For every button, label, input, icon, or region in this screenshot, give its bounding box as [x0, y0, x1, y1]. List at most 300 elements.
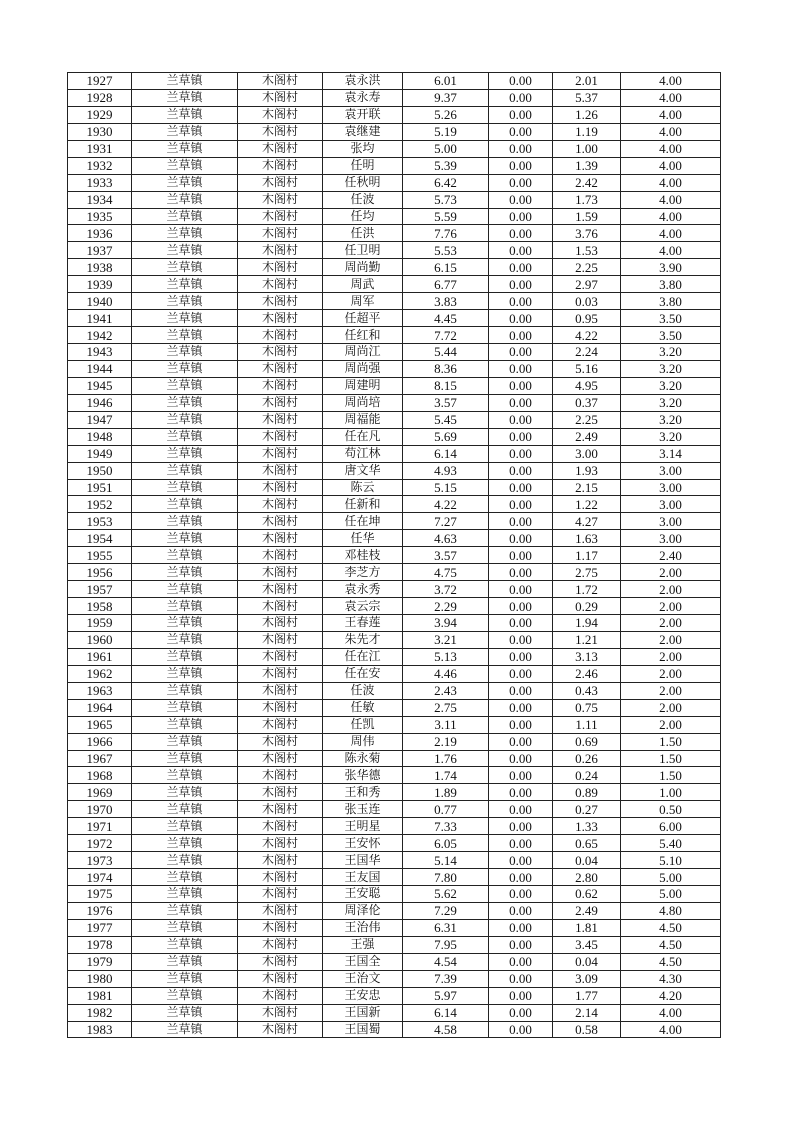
value-3-cell: 4.27: [553, 513, 621, 530]
village-cell: 木阁村: [238, 327, 323, 344]
value-1-cell: 5.19: [403, 123, 489, 140]
table-row: [68, 564, 721, 581]
person-name-cell: 任均: [323, 208, 403, 225]
value-1-cell: 7.33: [403, 818, 489, 835]
row-id-cell: 1933: [68, 174, 132, 191]
value-4-cell: 2.00: [621, 615, 721, 632]
town-cell: 兰草镇: [132, 360, 238, 377]
value-2-cell: 0.00: [489, 919, 553, 936]
value-2-cell: 0.00: [489, 547, 553, 564]
value-2-cell: 0.00: [489, 89, 553, 106]
table-row: [68, 174, 721, 191]
value-2-cell: 0.00: [489, 716, 553, 733]
value-4-cell: 4.80: [621, 902, 721, 919]
value-2-cell: 0.00: [489, 1021, 553, 1038]
table-body: [68, 73, 721, 1038]
town-cell: 兰草镇: [132, 886, 238, 903]
value-3-cell: 3.45: [553, 936, 621, 953]
row-id-cell: 1958: [68, 598, 132, 615]
town-cell: 兰草镇: [132, 174, 238, 191]
row-id-cell: 1977: [68, 919, 132, 936]
value-1-cell: 4.46: [403, 665, 489, 682]
value-4-cell: 3.00: [621, 496, 721, 513]
row-id-cell: 1961: [68, 648, 132, 665]
town-cell: 兰草镇: [132, 123, 238, 140]
value-1-cell: 6.77: [403, 276, 489, 293]
town-cell: 兰草镇: [132, 699, 238, 716]
row-id-cell: 1971: [68, 818, 132, 835]
value-4-cell: 5.40: [621, 835, 721, 852]
row-id-cell: 1975: [68, 886, 132, 903]
value-1-cell: 6.14: [403, 1004, 489, 1021]
table-row: [68, 784, 721, 801]
value-4-cell: 2.00: [621, 598, 721, 615]
value-4-cell: 4.00: [621, 225, 721, 242]
person-name-cell: 陈云: [323, 479, 403, 496]
data-table: [67, 72, 721, 1038]
value-1-cell: 5.26: [403, 106, 489, 123]
row-id-cell: 1948: [68, 428, 132, 445]
value-1-cell: 3.83: [403, 293, 489, 310]
village-cell: 木阁村: [238, 665, 323, 682]
value-1-cell: 7.95: [403, 936, 489, 953]
table-row: [68, 767, 721, 784]
person-name-cell: 周福能: [323, 411, 403, 428]
village-cell: 木阁村: [238, 801, 323, 818]
value-3-cell: 0.58: [553, 1021, 621, 1038]
table-row: [68, 716, 721, 733]
value-2-cell: 0.00: [489, 936, 553, 953]
value-2-cell: 0.00: [489, 259, 553, 276]
value-4-cell: 3.14: [621, 445, 721, 462]
value-2-cell: 0.00: [489, 462, 553, 479]
table-row: [68, 106, 721, 123]
village-cell: 木阁村: [238, 631, 323, 648]
value-1-cell: 7.27: [403, 513, 489, 530]
value-4-cell: 2.00: [621, 564, 721, 581]
value-2-cell: 0.00: [489, 73, 553, 90]
table-row: [68, 89, 721, 106]
value-2-cell: 0.00: [489, 327, 553, 344]
value-2-cell: 0.00: [489, 174, 553, 191]
village-cell: 木阁村: [238, 784, 323, 801]
value-2-cell: 0.00: [489, 970, 553, 987]
value-1-cell: 4.58: [403, 1021, 489, 1038]
row-id-cell: 1979: [68, 953, 132, 970]
row-id-cell: 1974: [68, 869, 132, 886]
table-row: [68, 225, 721, 242]
town-cell: 兰草镇: [132, 462, 238, 479]
person-name-cell: 王国华: [323, 852, 403, 869]
town-cell: 兰草镇: [132, 293, 238, 310]
value-2-cell: 0.00: [489, 581, 553, 598]
value-4-cell: 4.00: [621, 106, 721, 123]
value-3-cell: 3.00: [553, 445, 621, 462]
value-4-cell: 3.50: [621, 310, 721, 327]
table-row: [68, 462, 721, 479]
person-name-cell: 王国新: [323, 1004, 403, 1021]
town-cell: 兰草镇: [132, 682, 238, 699]
value-3-cell: 1.33: [553, 818, 621, 835]
value-4-cell: 4.00: [621, 191, 721, 208]
value-4-cell: 3.00: [621, 462, 721, 479]
town-cell: 兰草镇: [132, 411, 238, 428]
village-cell: 木阁村: [238, 225, 323, 242]
person-name-cell: 袁永秀: [323, 581, 403, 598]
town-cell: 兰草镇: [132, 869, 238, 886]
row-id-cell: 1930: [68, 123, 132, 140]
value-2-cell: 0.00: [489, 377, 553, 394]
table-row: [68, 936, 721, 953]
table-row: [68, 547, 721, 564]
table-row: [68, 919, 721, 936]
value-3-cell: 1.19: [553, 123, 621, 140]
value-1-cell: 4.63: [403, 530, 489, 547]
person-name-cell: 任明: [323, 157, 403, 174]
person-name-cell: 陈永菊: [323, 750, 403, 767]
value-1-cell: 5.13: [403, 648, 489, 665]
value-1-cell: 7.72: [403, 327, 489, 344]
value-4-cell: 4.00: [621, 89, 721, 106]
value-3-cell: 1.81: [553, 919, 621, 936]
person-name-cell: 袁云宗: [323, 598, 403, 615]
row-id-cell: 1955: [68, 547, 132, 564]
village-cell: 木阁村: [238, 89, 323, 106]
person-name-cell: 苟江林: [323, 445, 403, 462]
village-cell: 木阁村: [238, 835, 323, 852]
village-cell: 木阁村: [238, 716, 323, 733]
village-cell: 木阁村: [238, 581, 323, 598]
value-4-cell: 5.00: [621, 869, 721, 886]
row-id-cell: 1978: [68, 936, 132, 953]
village-cell: 木阁村: [238, 530, 323, 547]
value-1-cell: 6.14: [403, 445, 489, 462]
value-1-cell: 3.11: [403, 716, 489, 733]
row-id-cell: 1968: [68, 767, 132, 784]
village-cell: 木阁村: [238, 208, 323, 225]
village-cell: 木阁村: [238, 73, 323, 90]
value-4-cell: 3.00: [621, 479, 721, 496]
value-2-cell: 0.00: [489, 615, 553, 632]
value-4-cell: 4.50: [621, 919, 721, 936]
value-2-cell: 0.00: [489, 598, 553, 615]
value-2-cell: 0.00: [489, 818, 553, 835]
village-cell: 木阁村: [238, 1021, 323, 1038]
value-2-cell: 0.00: [489, 411, 553, 428]
value-3-cell: 0.43: [553, 682, 621, 699]
village-cell: 木阁村: [238, 902, 323, 919]
value-2-cell: 0.00: [489, 733, 553, 750]
table-row: [68, 327, 721, 344]
row-id-cell: 1970: [68, 801, 132, 818]
value-4-cell: 2.40: [621, 547, 721, 564]
row-id-cell: 1946: [68, 394, 132, 411]
value-1-cell: 5.45: [403, 411, 489, 428]
value-2-cell: 0.00: [489, 699, 553, 716]
value-4-cell: 2.00: [621, 699, 721, 716]
value-4-cell: 3.00: [621, 530, 721, 547]
value-1-cell: 8.36: [403, 360, 489, 377]
value-2-cell: 0.00: [489, 902, 553, 919]
value-3-cell: 0.65: [553, 835, 621, 852]
person-name-cell: 周建明: [323, 377, 403, 394]
value-3-cell: 0.03: [553, 293, 621, 310]
value-2-cell: 0.00: [489, 784, 553, 801]
person-name-cell: 周尚培: [323, 394, 403, 411]
value-4-cell: 5.10: [621, 852, 721, 869]
table-row: [68, 242, 721, 259]
village-cell: 木阁村: [238, 886, 323, 903]
value-4-cell: 2.00: [621, 648, 721, 665]
value-3-cell: 1.17: [553, 547, 621, 564]
row-id-cell: 1962: [68, 665, 132, 682]
village-cell: 木阁村: [238, 970, 323, 987]
value-3-cell: 1.11: [553, 716, 621, 733]
village-cell: 木阁村: [238, 276, 323, 293]
row-id-cell: 1945: [68, 377, 132, 394]
town-cell: 兰草镇: [132, 547, 238, 564]
table-row: [68, 598, 721, 615]
value-3-cell: 3.13: [553, 648, 621, 665]
value-2-cell: 0.00: [489, 276, 553, 293]
town-cell: 兰草镇: [132, 191, 238, 208]
village-cell: 木阁村: [238, 428, 323, 445]
person-name-cell: 袁永洪: [323, 73, 403, 90]
value-3-cell: 1.22: [553, 496, 621, 513]
table-row: [68, 411, 721, 428]
person-name-cell: 王国全: [323, 953, 403, 970]
value-1-cell: 7.29: [403, 902, 489, 919]
value-3-cell: 0.37: [553, 394, 621, 411]
village-cell: 木阁村: [238, 598, 323, 615]
person-name-cell: 王安怀: [323, 835, 403, 852]
person-name-cell: 周军: [323, 293, 403, 310]
value-1-cell: 1.74: [403, 767, 489, 784]
row-id-cell: 1951: [68, 479, 132, 496]
value-2-cell: 0.00: [489, 225, 553, 242]
table-row: [68, 310, 721, 327]
table-row: [68, 699, 721, 716]
value-2-cell: 0.00: [489, 665, 553, 682]
table-row: [68, 360, 721, 377]
value-2-cell: 0.00: [489, 496, 553, 513]
town-cell: 兰草镇: [132, 479, 238, 496]
value-1-cell: 4.93: [403, 462, 489, 479]
value-4-cell: 2.00: [621, 682, 721, 699]
value-4-cell: 4.00: [621, 157, 721, 174]
table-row: [68, 631, 721, 648]
person-name-cell: 王治伟: [323, 919, 403, 936]
value-4-cell: 4.00: [621, 174, 721, 191]
value-1-cell: 7.80: [403, 869, 489, 886]
value-3-cell: 1.26: [553, 106, 621, 123]
value-3-cell: 0.27: [553, 801, 621, 818]
town-cell: 兰草镇: [132, 89, 238, 106]
value-2-cell: 0.00: [489, 242, 553, 259]
person-name-cell: 李芝方: [323, 564, 403, 581]
town-cell: 兰草镇: [132, 327, 238, 344]
value-2-cell: 0.00: [489, 208, 553, 225]
value-4-cell: 4.00: [621, 1021, 721, 1038]
village-cell: 木阁村: [238, 513, 323, 530]
table-row: [68, 970, 721, 987]
table-row: [68, 615, 721, 632]
value-2-cell: 0.00: [489, 479, 553, 496]
table-row: [68, 682, 721, 699]
value-2-cell: 0.00: [489, 445, 553, 462]
village-cell: 木阁村: [238, 750, 323, 767]
value-1-cell: 6.05: [403, 835, 489, 852]
value-1-cell: 6.42: [403, 174, 489, 191]
village-cell: 木阁村: [238, 310, 323, 327]
village-cell: 木阁村: [238, 259, 323, 276]
value-3-cell: 1.00: [553, 140, 621, 157]
table-row: [68, 123, 721, 140]
person-name-cell: 王春莲: [323, 615, 403, 632]
table-row: [68, 581, 721, 598]
village-cell: 木阁村: [238, 293, 323, 310]
value-2-cell: 0.00: [489, 140, 553, 157]
town-cell: 兰草镇: [132, 835, 238, 852]
table-row: [68, 1021, 721, 1038]
person-name-cell: 周尚江: [323, 344, 403, 361]
town-cell: 兰草镇: [132, 581, 238, 598]
value-1-cell: 5.39: [403, 157, 489, 174]
value-2-cell: 0.00: [489, 344, 553, 361]
value-1-cell: 7.39: [403, 970, 489, 987]
table-row: [68, 852, 721, 869]
value-4-cell: 4.30: [621, 970, 721, 987]
value-3-cell: 0.62: [553, 886, 621, 903]
town-cell: 兰草镇: [132, 902, 238, 919]
value-4-cell: 1.50: [621, 733, 721, 750]
value-1-cell: 5.62: [403, 886, 489, 903]
person-name-cell: 周泽伦: [323, 902, 403, 919]
value-4-cell: 6.00: [621, 818, 721, 835]
person-name-cell: 王治文: [323, 970, 403, 987]
table-row: [68, 479, 721, 496]
value-3-cell: 1.21: [553, 631, 621, 648]
value-3-cell: 2.75: [553, 564, 621, 581]
town-cell: 兰草镇: [132, 530, 238, 547]
value-2-cell: 0.00: [489, 123, 553, 140]
table-row: [68, 869, 721, 886]
person-name-cell: 张华德: [323, 767, 403, 784]
person-name-cell: 张玉连: [323, 801, 403, 818]
value-3-cell: 2.42: [553, 174, 621, 191]
town-cell: 兰草镇: [132, 970, 238, 987]
town-cell: 兰草镇: [132, 818, 238, 835]
village-cell: 木阁村: [238, 919, 323, 936]
value-4-cell: 3.20: [621, 428, 721, 445]
value-3-cell: 1.94: [553, 615, 621, 632]
value-2-cell: 0.00: [489, 157, 553, 174]
value-2-cell: 0.00: [489, 530, 553, 547]
value-3-cell: 2.25: [553, 259, 621, 276]
table-row: [68, 886, 721, 903]
town-cell: 兰草镇: [132, 801, 238, 818]
value-2-cell: 0.00: [489, 631, 553, 648]
table-row: [68, 953, 721, 970]
value-1-cell: 4.45: [403, 310, 489, 327]
value-1-cell: 5.97: [403, 987, 489, 1004]
town-cell: 兰草镇: [132, 208, 238, 225]
row-id-cell: 1947: [68, 411, 132, 428]
value-3-cell: 2.24: [553, 344, 621, 361]
person-name-cell: 任秋明: [323, 174, 403, 191]
value-3-cell: 3.09: [553, 970, 621, 987]
row-id-cell: 1954: [68, 530, 132, 547]
value-4-cell: 3.20: [621, 377, 721, 394]
value-3-cell: 1.59: [553, 208, 621, 225]
town-cell: 兰草镇: [132, 631, 238, 648]
value-1-cell: 6.01: [403, 73, 489, 90]
value-3-cell: 0.04: [553, 953, 621, 970]
town-cell: 兰草镇: [132, 750, 238, 767]
village-cell: 木阁村: [238, 682, 323, 699]
person-name-cell: 王和秀: [323, 784, 403, 801]
value-4-cell: 4.00: [621, 1004, 721, 1021]
value-3-cell: 2.14: [553, 1004, 621, 1021]
village-cell: 木阁村: [238, 411, 323, 428]
value-4-cell: 4.00: [621, 123, 721, 140]
person-name-cell: 任华: [323, 530, 403, 547]
table-row: [68, 1004, 721, 1021]
person-name-cell: 任新和: [323, 496, 403, 513]
town-cell: 兰草镇: [132, 428, 238, 445]
table-row: [68, 513, 721, 530]
row-id-cell: 1939: [68, 276, 132, 293]
value-3-cell: 5.16: [553, 360, 621, 377]
row-id-cell: 1936: [68, 225, 132, 242]
person-name-cell: 袁继建: [323, 123, 403, 140]
value-1-cell: 2.75: [403, 699, 489, 716]
value-1-cell: 2.29: [403, 598, 489, 615]
value-1-cell: 5.53: [403, 242, 489, 259]
village-cell: 木阁村: [238, 123, 323, 140]
town-cell: 兰草镇: [132, 225, 238, 242]
table-row: [68, 818, 721, 835]
table-row: [68, 665, 721, 682]
value-3-cell: 0.04: [553, 852, 621, 869]
value-3-cell: 0.69: [553, 733, 621, 750]
village-cell: 木阁村: [238, 547, 323, 564]
value-3-cell: 5.37: [553, 89, 621, 106]
row-id-cell: 1949: [68, 445, 132, 462]
town-cell: 兰草镇: [132, 665, 238, 682]
value-3-cell: 0.29: [553, 598, 621, 615]
value-4-cell: 4.50: [621, 953, 721, 970]
row-id-cell: 1952: [68, 496, 132, 513]
village-cell: 木阁村: [238, 564, 323, 581]
value-3-cell: 4.22: [553, 327, 621, 344]
town-cell: 兰草镇: [132, 1021, 238, 1038]
value-2-cell: 0.00: [489, 310, 553, 327]
value-3-cell: 0.24: [553, 767, 621, 784]
value-4-cell: 3.00: [621, 513, 721, 530]
person-name-cell: 张均: [323, 140, 403, 157]
value-1-cell: 5.00: [403, 140, 489, 157]
value-3-cell: 2.80: [553, 869, 621, 886]
town-cell: 兰草镇: [132, 733, 238, 750]
value-4-cell: 1.00: [621, 784, 721, 801]
village-cell: 木阁村: [238, 360, 323, 377]
table-row: [68, 191, 721, 208]
row-id-cell: 1950: [68, 462, 132, 479]
value-4-cell: 3.20: [621, 360, 721, 377]
town-cell: 兰草镇: [132, 716, 238, 733]
value-1-cell: 3.94: [403, 615, 489, 632]
